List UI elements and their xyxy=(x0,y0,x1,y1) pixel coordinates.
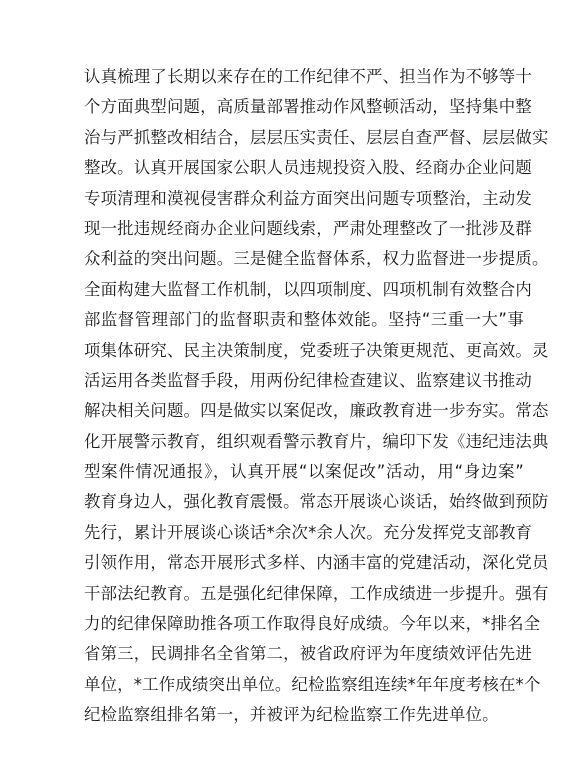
text-line: 全面构建大监督工作机制，以四项制度、四项机制有效整合内 xyxy=(84,279,532,299)
text-line: 现一批违规经商办企业问题线索，严肃处理整改了一批涉及群 xyxy=(84,218,532,238)
text-line: 个方面典型问题，高质量部署推动作风整顿活动，坚持集中整 xyxy=(84,97,532,117)
body-paragraph xyxy=(84,62,549,731)
text-line: 型案件情况通报》，认真开展“以案促改”活动，用“身边案” xyxy=(84,462,524,482)
text-line: 干部法纪教育。五是强化纪律保障，工作成绩进一步提升。强有 xyxy=(84,583,549,603)
text-line: 教育身边人，强化教育震慑。常态开展谈心谈话，始终做到预防 xyxy=(84,492,549,512)
text-line: 治与严抓整改相结合，层层压实责任、层层自查严督、层层做实 xyxy=(84,127,549,147)
text-line: 部监督管理部门的监督职责和整体效能。坚持“三重一大”事 xyxy=(84,310,524,330)
text-line: 活运用各类监督手段，用两份纪律检查建议、监察建议书推动 xyxy=(84,370,532,390)
text-line: 先行，累计开展谈心谈话*余次*余人次。充分发挥党支部教育 xyxy=(84,522,533,542)
text-line: 引领作用，常态开展形式多样、内涵丰富的党建活动，深化党员 xyxy=(84,553,549,573)
text-line: 项集体研究、民主决策制度，党委班子决策更规范、更高效。灵 xyxy=(84,340,549,360)
text-line: 力的纪律保障助推各项工作取得良好成绩。今年以来，*排名全 xyxy=(84,614,541,634)
text-line: 解决相关问题。四是做实以案促改，廉政教育进一步夯实。常态 xyxy=(84,401,549,421)
text-line: 专项清理和漠视侵害群众利益方面突出问题专项整治，主动发 xyxy=(84,188,532,208)
text-line: 整改。认真开展国家公职人员违规投资入股、经商办企业问题 xyxy=(84,158,532,178)
text-line: 化开展警示教育，组织观看警示教育片，编印下发《违纪违法典 xyxy=(84,431,549,451)
text-line: 省第三，民调排名全省第二，被省政府评为年度绩效评估先进 xyxy=(84,644,532,664)
text-line: 认真梳理了长期以来存在的工作纪律不严、担当作为不够等十 xyxy=(84,67,532,86)
text-line: 众利益的突出问题。三是健全监督体系，权力监督进一步提质。 xyxy=(84,249,549,269)
text-line-last: 纪检监察组排名第一，并被评为纪检监察工作先进单位。 xyxy=(84,705,499,725)
text-line: 单位，*工作成绩突出单位。纪检监察组连续*年年度考核在*个 xyxy=(84,674,541,694)
